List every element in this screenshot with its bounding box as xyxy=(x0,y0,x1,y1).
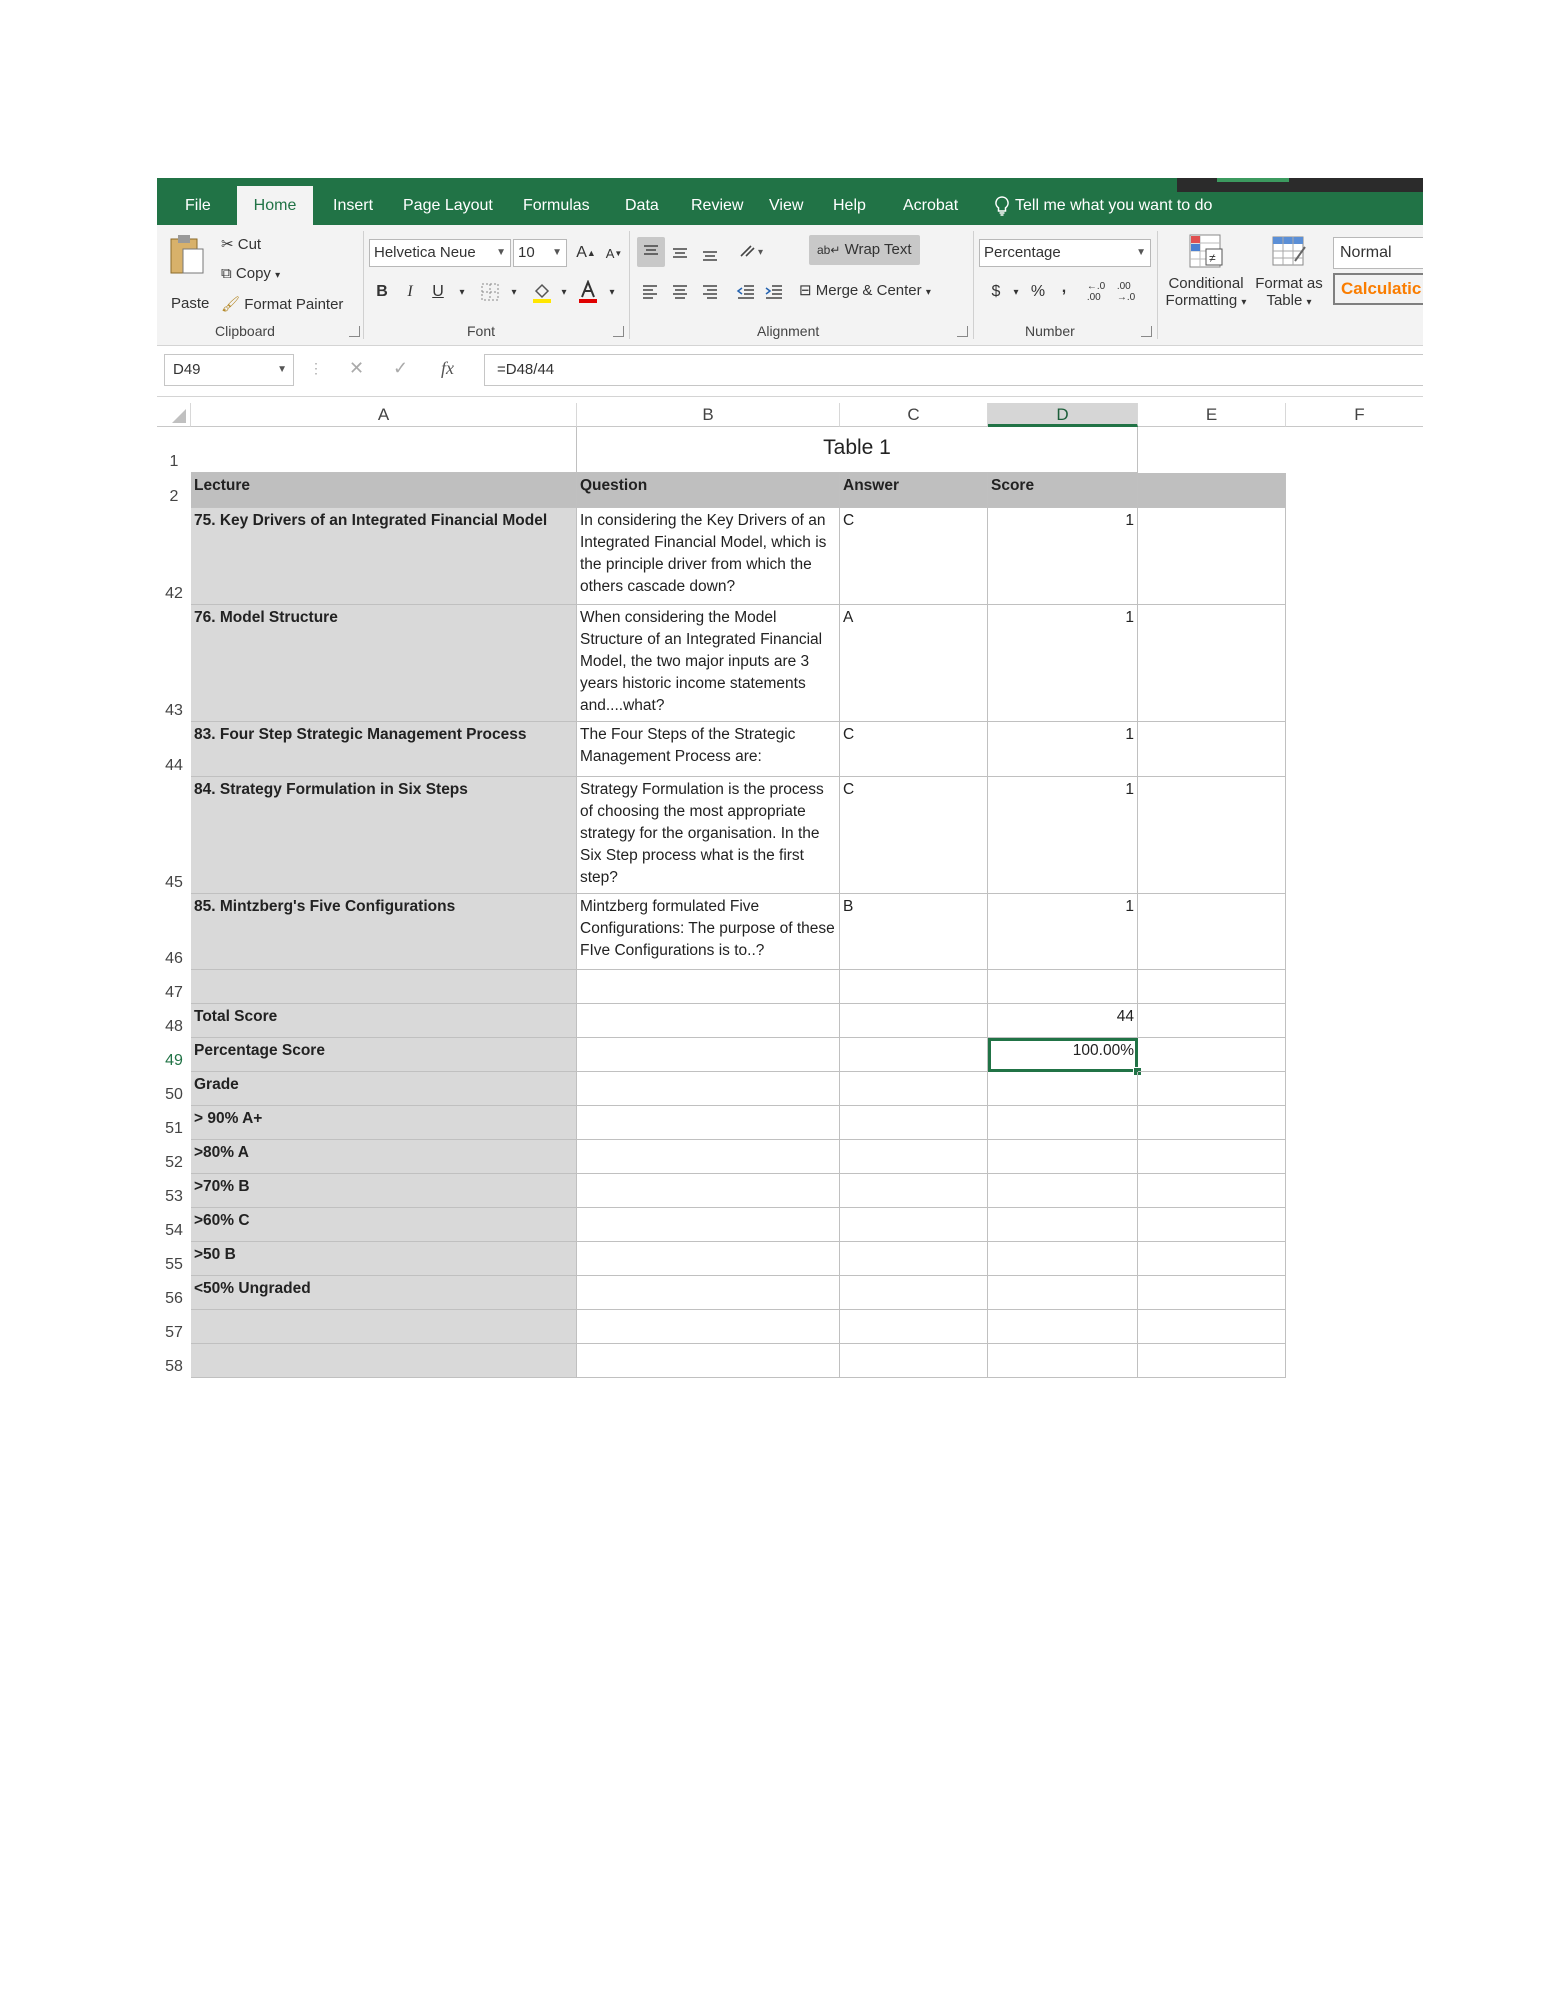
row-header[interactable]: 54 xyxy=(165,1222,183,1239)
lecture-cell[interactable]: 83. Four Step Strategic Management Process xyxy=(191,722,577,777)
more-options-icon[interactable]: ⋮ xyxy=(309,360,323,376)
empty-cell[interactable] xyxy=(1138,1106,1286,1140)
group-divider xyxy=(629,231,630,339)
tab-help[interactable]: Help xyxy=(833,197,866,214)
empty-cell[interactable] xyxy=(1138,777,1286,894)
align-left-icon[interactable] xyxy=(637,279,663,305)
empty-cell[interactable] xyxy=(840,1140,988,1174)
empty-cell[interactable] xyxy=(840,1106,988,1140)
column-header-f[interactable]: F xyxy=(1286,403,1423,427)
summary-label-cell[interactable]: >60% C xyxy=(191,1208,577,1242)
row-header[interactable]: 43 xyxy=(165,702,183,719)
row-header[interactable]: 1 xyxy=(169,453,179,470)
format-painter-label: Format Painter xyxy=(244,296,344,313)
format-painter-button[interactable] xyxy=(221,295,343,313)
number-format-value: Percentage xyxy=(984,244,1061,261)
empty-cell[interactable] xyxy=(840,1242,988,1276)
row-header[interactable]: 45 xyxy=(165,874,183,891)
tab-file[interactable]: File xyxy=(185,197,211,214)
empty-cell[interactable] xyxy=(577,1140,840,1174)
empty-cell[interactable] xyxy=(1138,1038,1286,1072)
empty-cell[interactable] xyxy=(840,1038,988,1072)
column-header-c[interactable]: C xyxy=(840,403,988,427)
lightbulb-icon xyxy=(995,196,1009,216)
empty-cell[interactable] xyxy=(1138,1140,1286,1174)
empty-cell[interactable] xyxy=(577,1004,840,1038)
wrap-text-button[interactable] xyxy=(809,235,920,265)
row-header[interactable]: 47 xyxy=(165,984,183,1001)
borders-icon[interactable] xyxy=(477,279,503,305)
conditional-formatting-icon xyxy=(1186,231,1226,271)
number-launcher-icon[interactable] xyxy=(1141,326,1152,337)
header-answer: Answer xyxy=(840,473,988,508)
question-cell[interactable]: When considering the Model Structure of an Integrated Financial Model, the two major inputs are 3 years historic income statements and....what? xyxy=(577,605,840,722)
empty-cell[interactable] xyxy=(1138,508,1286,605)
summary-label-cell[interactable]: >80% A xyxy=(191,1140,577,1174)
empty-cell[interactable] xyxy=(577,1072,840,1106)
tell-me-search[interactable] xyxy=(987,186,1220,225)
style-calculation[interactable]: Calculatic xyxy=(1333,273,1423,305)
empty-cell[interactable] xyxy=(577,970,840,1004)
row-header[interactable]: 46 xyxy=(165,950,183,967)
empty-cell[interactable] xyxy=(840,1174,988,1208)
summary-label-cell[interactable]: <50% Ungraded xyxy=(191,1276,577,1310)
format-as-table-icon xyxy=(1269,231,1309,271)
formula-bar xyxy=(157,346,1423,397)
format-as-table-button[interactable] xyxy=(1251,231,1327,309)
row-header[interactable]: 49 xyxy=(165,1052,183,1069)
paste-label: Paste xyxy=(171,295,210,312)
summary-value-cell[interactable] xyxy=(988,1310,1138,1344)
row-header[interactable]: 58 xyxy=(165,1358,183,1375)
empty-cell[interactable] xyxy=(1138,1276,1286,1310)
question-cell[interactable]: Mintzberg formulated Five Configurations: The purpose of these FIve Configurations is to..? xyxy=(577,894,840,970)
empty-cell[interactable] xyxy=(577,1242,840,1276)
select-all-corner[interactable] xyxy=(157,403,191,427)
summary-value-cell[interactable] xyxy=(988,1072,1138,1106)
empty-cell[interactable] xyxy=(577,1106,840,1140)
svg-text:≠: ≠ xyxy=(1209,251,1216,265)
alignment-group-label: Alignment xyxy=(757,323,820,339)
summary-value-cell[interactable] xyxy=(988,1276,1138,1310)
header-question: Question xyxy=(577,473,840,508)
summary-value-cell[interactable] xyxy=(988,970,1138,1004)
score-cell[interactable]: 1 xyxy=(988,777,1138,894)
summary-value-cell[interactable]: 44 xyxy=(988,1004,1138,1038)
empty-cell[interactable] xyxy=(577,1038,840,1072)
copy-button[interactable] xyxy=(221,265,280,282)
lecture-cell[interactable]: 85. Mintzberg's Five Configurations xyxy=(191,894,577,970)
lecture-cell[interactable]: 84. Strategy Formulation in Six Steps xyxy=(191,777,577,894)
question-cell[interactable]: In considering the Key Drivers of an Integrated Financial Model, which is the principle driver from which the others cascade down? xyxy=(577,508,840,605)
empty-cell[interactable] xyxy=(1138,722,1286,777)
row-header[interactable]: 2 xyxy=(169,488,179,505)
column-header-e[interactable]: E xyxy=(1138,403,1286,427)
tab-home[interactable]: Home xyxy=(237,186,313,225)
question-cell[interactable]: Strategy Formulation is the process of choosing the most appropriate strategy for the organisation. In the Six Step process what is the first step? xyxy=(577,777,840,894)
empty-cell[interactable] xyxy=(1138,605,1286,722)
increase-indent-icon[interactable] xyxy=(761,279,787,305)
paintbrush-icon: 🖌 xyxy=(221,296,241,313)
score-cell[interactable]: 1 xyxy=(988,508,1138,605)
chevron-down-icon[interactable]: ▾ xyxy=(609,286,615,298)
empty-cell[interactable] xyxy=(1138,1242,1286,1276)
answer-cell[interactable]: C xyxy=(840,722,988,777)
comma-button[interactable]: , xyxy=(1061,279,1067,296)
row-header[interactable]: 56 xyxy=(165,1290,183,1307)
answer-cell[interactable]: B xyxy=(840,894,988,970)
font-name-value: Helvetica Neue xyxy=(374,244,476,261)
summary-value-cell[interactable] xyxy=(988,1140,1138,1174)
cell[interactable] xyxy=(191,427,577,473)
row-header[interactable]: 57 xyxy=(165,1324,183,1341)
row-header[interactable]: 51 xyxy=(165,1120,183,1137)
lecture-cell[interactable]: 75. Key Drivers of an Integrated Financial Model xyxy=(191,508,577,605)
increase-decimal-icon[interactable]: ←.0 .00 xyxy=(1086,281,1106,303)
group-divider xyxy=(1157,231,1158,339)
summary-value-cell[interactable] xyxy=(988,1208,1138,1242)
alignment-launcher-icon[interactable] xyxy=(957,326,968,337)
summary-label-cell[interactable]: Percentage Score xyxy=(191,1038,577,1072)
empty-cell[interactable] xyxy=(840,1344,988,1378)
column-header-d[interactable]: D xyxy=(988,403,1138,427)
empty-cell[interactable] xyxy=(577,1310,840,1344)
scissors-icon: ✂ xyxy=(221,236,234,253)
summary-label-cell[interactable] xyxy=(191,970,577,1004)
tab-data[interactable]: Data xyxy=(625,197,659,214)
row-header[interactable]: 50 xyxy=(165,1086,183,1103)
excel-window xyxy=(157,178,1423,1392)
wrap-text-label: Wrap Text xyxy=(844,241,912,258)
font-color-icon[interactable] xyxy=(575,279,601,305)
font-launcher-icon[interactable] xyxy=(613,326,624,337)
chevron-down-icon[interactable]: ▾ xyxy=(1013,286,1019,298)
empty-cell[interactable] xyxy=(577,1276,840,1310)
clipboard-group-label: Clipboard xyxy=(215,323,275,339)
tab-page-layout[interactable]: Page Layout xyxy=(403,197,493,214)
score-cell[interactable]: 1 xyxy=(988,722,1138,777)
number-group-label: Number xyxy=(1025,323,1075,339)
cut-label: Cut xyxy=(237,236,262,253)
cancel-icon[interactable]: ✕ xyxy=(349,358,365,378)
answer-cell[interactable]: C xyxy=(840,508,988,605)
score-cell[interactable]: 1 xyxy=(988,605,1138,722)
chevron-down-icon[interactable]: ▾ xyxy=(459,286,465,298)
style-normal[interactable]: Normal xyxy=(1333,237,1423,269)
header-score: Score xyxy=(988,473,1138,508)
row-header[interactable]: 48 xyxy=(165,1018,183,1035)
orientation-icon[interactable] xyxy=(735,237,771,263)
chevron-down-icon: ▼ xyxy=(496,247,506,258)
empty-cell[interactable] xyxy=(840,1276,988,1310)
clipboard-launcher-icon[interactable] xyxy=(349,326,360,337)
copy-icon: ⧉ xyxy=(221,265,232,282)
summary-label-cell[interactable]: Grade xyxy=(191,1072,577,1106)
copy-label: Copy xyxy=(235,265,271,282)
summary-label-cell[interactable]: Total Score xyxy=(191,1004,577,1038)
ribbon xyxy=(157,225,1423,346)
score-cell[interactable]: 1 xyxy=(988,894,1138,970)
summary-value-cell[interactable] xyxy=(988,1344,1138,1378)
empty-cell[interactable] xyxy=(1138,970,1286,1004)
row-header[interactable]: 42 xyxy=(165,585,183,602)
currency-button[interactable]: $ xyxy=(991,283,1001,300)
underline-button[interactable]: U xyxy=(432,283,444,300)
column-header-a[interactable]: A xyxy=(191,403,577,427)
row-header[interactable]: 53 xyxy=(165,1188,183,1205)
font-size-value: 10 xyxy=(518,244,535,261)
empty-cell[interactable] xyxy=(1138,1344,1286,1378)
number-format-select[interactable] xyxy=(979,239,1151,267)
decrease-decimal-icon[interactable]: .00 →.0 xyxy=(1116,281,1136,303)
check-icon[interactable]: ✓ xyxy=(393,358,409,378)
chevron-down-icon[interactable]: ▾ xyxy=(511,286,517,298)
empty-cell[interactable] xyxy=(840,1004,988,1038)
summary-label-cell[interactable] xyxy=(191,1310,577,1344)
empty-cell[interactable] xyxy=(577,1344,840,1378)
merge-center-button[interactable] xyxy=(799,281,931,299)
paste-button[interactable] xyxy=(167,233,213,293)
group-divider xyxy=(973,231,974,339)
tab-formulas[interactable]: Formulas xyxy=(523,197,590,214)
format-as-table-label-2: Table ▾ xyxy=(1266,292,1312,309)
empty-cell[interactable] xyxy=(840,1208,988,1242)
ribbon-tab-bar xyxy=(157,178,1423,225)
tab-insert[interactable]: Insert xyxy=(333,197,374,214)
summary-value-cell[interactable] xyxy=(988,1174,1138,1208)
question-cell[interactable]: The Four Steps of the Strategic Management Process are: xyxy=(577,722,840,777)
name-box-value: D49 xyxy=(173,361,201,378)
chevron-down-icon[interactable]: ▾ xyxy=(561,286,567,298)
row-header[interactable]: 55 xyxy=(165,1256,183,1273)
table-title: Table 1 xyxy=(577,427,1138,473)
top-align-icon[interactable] xyxy=(637,237,665,267)
name-box[interactable] xyxy=(164,354,294,386)
chevron-down-icon: ▾ xyxy=(275,270,281,281)
chevron-down-icon: ▼ xyxy=(1136,247,1146,258)
column-header-b[interactable]: B xyxy=(577,403,840,427)
header-lecture: Lecture xyxy=(191,473,577,508)
paste-icon xyxy=(167,233,207,277)
tell-me-text: Tell me what you want to do xyxy=(1015,197,1213,214)
empty-cell[interactable] xyxy=(577,1208,840,1242)
svg-text:▾: ▾ xyxy=(758,247,764,258)
header-empty xyxy=(1138,473,1286,508)
middle-align-icon[interactable] xyxy=(667,239,693,265)
empty-cell[interactable] xyxy=(840,970,988,1004)
insert-function-icon[interactable]: fx xyxy=(441,358,454,378)
empty-cell[interactable] xyxy=(1138,1174,1286,1208)
answer-cell[interactable]: C xyxy=(840,777,988,894)
merge-icon: ⊟ xyxy=(799,282,812,299)
merge-center-label: Merge & Center xyxy=(815,282,922,299)
align-center-icon[interactable] xyxy=(667,279,693,305)
percent-button[interactable]: % xyxy=(1030,283,1046,300)
selected-cell-d49[interactable]: 100.00% xyxy=(988,1038,1138,1072)
empty-cell[interactable] xyxy=(577,1174,840,1208)
chevron-down-icon: ▾ xyxy=(925,287,931,298)
answer-cell[interactable]: A xyxy=(840,605,988,722)
tab-view[interactable]: View xyxy=(769,197,804,214)
chevron-down-icon: ▼ xyxy=(277,364,287,375)
conditional-formatting-button[interactable] xyxy=(1161,231,1251,309)
empty-cell[interactable] xyxy=(840,1310,988,1344)
formula-input[interactable]: =D48/44 xyxy=(484,354,1423,386)
format-as-table-label-1: Format as xyxy=(1255,275,1323,292)
font-size-select[interactable] xyxy=(513,239,567,267)
bold-button[interactable]: B xyxy=(376,283,388,300)
align-right-icon[interactable] xyxy=(697,279,723,305)
row-header[interactable]: 52 xyxy=(165,1154,183,1171)
select-all-triangle-icon xyxy=(172,409,186,423)
chevron-down-icon: ▼ xyxy=(552,247,562,258)
increase-font-icon[interactable]: A ▲ xyxy=(576,244,596,261)
bottom-align-icon[interactable] xyxy=(697,239,723,265)
empty-cell[interactable] xyxy=(1138,1004,1286,1038)
italic-button[interactable]: I xyxy=(407,283,413,300)
conditional-formatting-label-1: Conditional xyxy=(1168,275,1244,292)
font-group-label: Font xyxy=(467,323,496,339)
summary-label-cell[interactable]: >70% B xyxy=(191,1174,577,1208)
row-header[interactable]: 44 xyxy=(165,757,183,774)
decrease-font-icon[interactable]: A ▼ xyxy=(605,245,623,261)
group-divider xyxy=(363,231,364,339)
cut-button[interactable] xyxy=(221,235,261,253)
lecture-cell[interactable]: 76. Model Structure xyxy=(191,605,577,722)
wrap-text-icon: ab↵ xyxy=(817,243,841,257)
empty-cell[interactable] xyxy=(1138,1072,1286,1106)
worksheet-grid xyxy=(157,403,1423,1392)
decrease-indent-icon[interactable] xyxy=(733,279,759,305)
font-name-select[interactable] xyxy=(369,239,511,267)
empty-cell[interactable] xyxy=(1138,1310,1286,1344)
summary-label-cell[interactable] xyxy=(191,1344,577,1378)
summary-label-cell[interactable]: > 90% A+ xyxy=(191,1106,577,1140)
conditional-formatting-label-2: Formatting ▾ xyxy=(1165,292,1247,309)
tab-acrobat[interactable]: Acrobat xyxy=(903,197,959,214)
empty-cell[interactable] xyxy=(1138,894,1286,970)
summary-label-cell[interactable]: >50 B xyxy=(191,1242,577,1276)
summary-value-cell[interactable] xyxy=(988,1106,1138,1140)
tab-review[interactable]: Review xyxy=(691,197,744,214)
empty-cell[interactable] xyxy=(840,1072,988,1106)
summary-value-cell[interactable] xyxy=(988,1242,1138,1276)
empty-cell[interactable] xyxy=(1138,1208,1286,1242)
